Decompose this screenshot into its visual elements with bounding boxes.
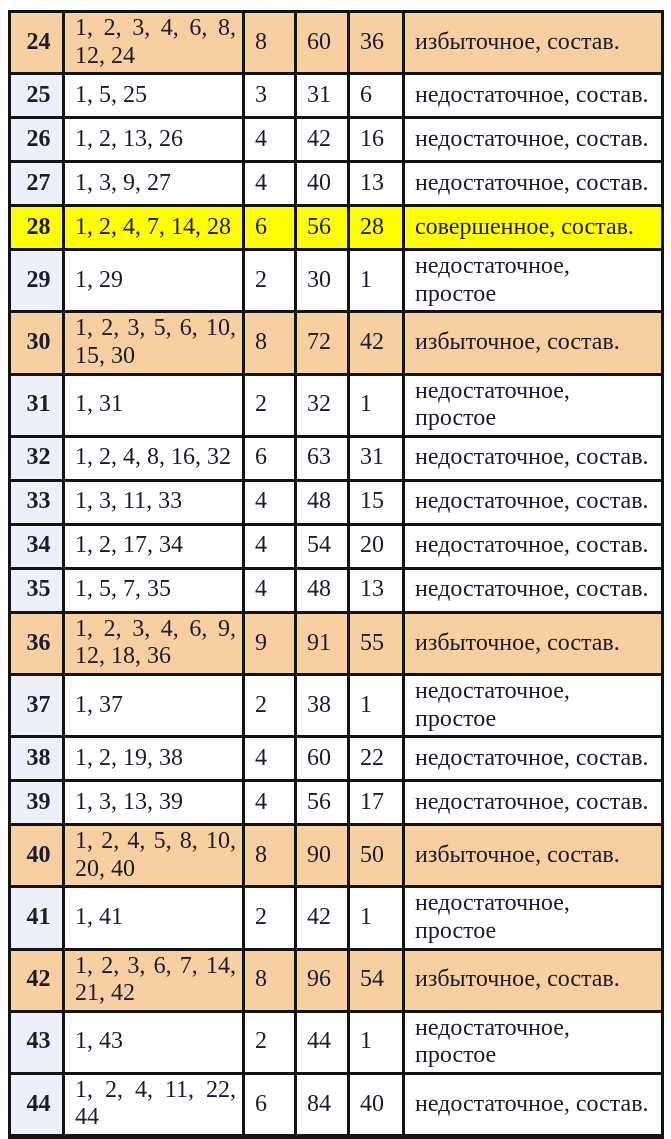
table-row-31 (10, 374, 663, 436)
proper-divisor-sum-cell: 13 (349, 162, 404, 206)
divisor-sum-cell: 44 (296, 1011, 349, 1073)
number-cell: 41 (10, 887, 64, 949)
classification-cell: избыточное, состав. (404, 312, 663, 374)
classification-cell: недостаточное, простое (404, 887, 663, 949)
table-row-44 (10, 1073, 663, 1136)
divisor-count-cell: 2 (244, 250, 296, 312)
divisors-cell: 1, 2, 4, 8, 16, 32 (64, 436, 244, 480)
divisors-cell: 1, 2, 17, 34 (64, 524, 244, 568)
classification-cell: избыточное, состав. (404, 825, 663, 887)
divisors-cell: 1, 2, 4, 11, 22, 44 (64, 1073, 244, 1136)
classification-cell: избыточное, состав. (404, 12, 663, 74)
table-row-41 (10, 887, 663, 949)
table-row-25 (10, 74, 663, 118)
divisor-count-cell: 6 (244, 1073, 296, 1136)
divisor-count-cell: 4 (244, 118, 296, 162)
number-cell: 32 (10, 436, 64, 480)
divisor-count-cell: 3 (244, 74, 296, 118)
divisors-cell: 1, 3, 9, 27 (64, 162, 244, 206)
classification-cell: недостаточное, простое (404, 1011, 663, 1073)
classification-cell: недостаточное, состав. (404, 524, 663, 568)
divisors-cell: 1, 2, 3, 5, 6, 10, 15, 30 (64, 312, 244, 374)
proper-divisor-sum-cell: 31 (349, 436, 404, 480)
proper-divisor-sum-cell: 1 (349, 374, 404, 436)
proper-divisor-sum-cell: 50 (349, 825, 404, 887)
divisor-sum-cell: 84 (296, 1073, 349, 1136)
proper-divisor-sum-cell: 20 (349, 524, 404, 568)
divisor-sum-cell: 42 (296, 118, 349, 162)
number-cell: 35 (10, 568, 64, 612)
classification-cell: недостаточное, состав. (404, 118, 663, 162)
table-row-26 (10, 118, 663, 162)
divisor-count-cell: 4 (244, 568, 296, 612)
number-cell: 31 (10, 374, 64, 436)
table-row-30 (10, 312, 663, 374)
divisor-count-cell: 8 (244, 312, 296, 374)
number-cell: 39 (10, 781, 64, 825)
table-row-33 (10, 480, 663, 524)
table-row-39 (10, 781, 663, 825)
number-cell: 26 (10, 118, 64, 162)
divisor-sum-cell: 38 (296, 674, 349, 736)
divisor-sum-cell: 31 (296, 74, 349, 118)
classification-cell: недостаточное, состав. (404, 74, 663, 118)
divisor-sum-cell: 56 (296, 206, 349, 250)
proper-divisor-sum-cell: 13 (349, 568, 404, 612)
divisor-sum-cell: 60 (296, 12, 349, 74)
divisors-cell: 1, 43 (64, 1011, 244, 1073)
table-row-24 (10, 12, 663, 74)
number-cell: 36 (10, 612, 64, 674)
proper-divisor-sum-cell: 22 (349, 737, 404, 781)
divisor-count-cell: 8 (244, 949, 296, 1011)
divisor-count-cell: 2 (244, 374, 296, 436)
number-cell: 24 (10, 12, 64, 74)
proper-divisor-sum-cell: 54 (349, 949, 404, 1011)
divisor-count-cell: 4 (244, 480, 296, 524)
classification-cell: избыточное, состав. (404, 612, 663, 674)
divisor-sum-cell: 96 (296, 949, 349, 1011)
proper-divisor-sum-cell: 15 (349, 480, 404, 524)
classification-cell: недостаточное, состав. (404, 568, 663, 612)
divisor-sum-cell: 54 (296, 524, 349, 568)
table-row-40 (10, 825, 663, 887)
divisor-count-cell: 4 (244, 162, 296, 206)
divisor-count-cell: 2 (244, 674, 296, 736)
divisors-cell: 1, 3, 13, 39 (64, 781, 244, 825)
classification-cell: недостаточное, состав. (404, 781, 663, 825)
divisor-sum-cell: 48 (296, 480, 349, 524)
divisor-sum-cell: 40 (296, 162, 349, 206)
proper-divisor-sum-cell: 1 (349, 250, 404, 312)
number-cell: 37 (10, 674, 64, 736)
number-cell: 40 (10, 825, 64, 887)
divisor-sum-cell: 90 (296, 825, 349, 887)
divisor-count-cell: 4 (244, 737, 296, 781)
divisors-cell: 1, 3, 11, 33 (64, 480, 244, 524)
classification-cell: избыточное, состав. (404, 949, 663, 1011)
classification-cell: совершенное, состав. (404, 206, 663, 250)
proper-divisor-sum-cell: 17 (349, 781, 404, 825)
number-cell: 34 (10, 524, 64, 568)
divisor-count-cell: 8 (244, 12, 296, 74)
divisor-count-cell: 4 (244, 781, 296, 825)
divisor-sum-cell: 48 (296, 568, 349, 612)
divisor-count-cell: 8 (244, 825, 296, 887)
table-row-27 (10, 162, 663, 206)
table-row-37 (10, 674, 663, 736)
divisors-cell: 1, 41 (64, 887, 244, 949)
divisor-count-cell: 4 (244, 524, 296, 568)
classification-cell: недостаточное, простое (404, 374, 663, 436)
divisor-count-cell: 2 (244, 887, 296, 949)
number-cell: 27 (10, 162, 64, 206)
divisors-cell: 1, 37 (64, 674, 244, 736)
table-row-35 (10, 568, 663, 612)
table-row-36 (10, 612, 663, 674)
number-cell: 44 (10, 1073, 64, 1136)
proper-divisor-sum-cell: 1 (349, 674, 404, 736)
divisors-cell: 1, 2, 13, 26 (64, 118, 244, 162)
table-row-34 (10, 524, 663, 568)
divisors-cell: 1, 2, 3, 4, 6, 8, 12, 24 (64, 12, 244, 74)
divisor-sum-cell: 32 (296, 374, 349, 436)
number-cell: 33 (10, 480, 64, 524)
table-row-29 (10, 250, 663, 312)
number-cell: 28 (10, 206, 64, 250)
number-cell: 38 (10, 737, 64, 781)
divisor-count-cell: 6 (244, 206, 296, 250)
number-cell: 42 (10, 949, 64, 1011)
proper-divisor-sum-cell: 42 (349, 312, 404, 374)
divisors-cell: 1, 2, 3, 6, 7, 14, 21, 42 (64, 949, 244, 1011)
divisors-cell: 1, 2, 3, 4, 6, 9, 12, 18, 36 (64, 612, 244, 674)
divisors-cell: 1, 31 (64, 374, 244, 436)
proper-divisor-sum-cell: 6 (349, 74, 404, 118)
divisor-sum-cell: 91 (296, 612, 349, 674)
divisors-cell: 1, 2, 19, 38 (64, 737, 244, 781)
divisor-count-cell: 9 (244, 612, 296, 674)
proper-divisor-sum-cell: 55 (349, 612, 404, 674)
classification-cell: недостаточное, состав. (404, 480, 663, 524)
table-row-42 (10, 949, 663, 1011)
number-cell: 25 (10, 74, 64, 118)
divisors-cell: 1, 29 (64, 250, 244, 312)
number-cell: 30 (10, 312, 64, 374)
proper-divisor-sum-cell: 1 (349, 887, 404, 949)
divisors-cell: 1, 2, 4, 5, 8, 10, 20, 40 (64, 825, 244, 887)
table-row-38 (10, 737, 663, 781)
proper-divisor-sum-cell: 36 (349, 12, 404, 74)
divisor-count-cell: 6 (244, 436, 296, 480)
divisor-sum-cell: 63 (296, 436, 349, 480)
divisor-sum-cell: 72 (296, 312, 349, 374)
divisors-cell: 1, 2, 4, 7, 14, 28 (64, 206, 244, 250)
divisors-cell: 1, 5, 25 (64, 74, 244, 118)
divisor-count-cell: 2 (244, 1011, 296, 1073)
divisor-sum-cell: 60 (296, 737, 349, 781)
proper-divisor-sum-cell: 28 (349, 206, 404, 250)
divisors-cell: 1, 5, 7, 35 (64, 568, 244, 612)
divisor-sum-cell: 30 (296, 250, 349, 312)
table-row-28 (10, 206, 663, 250)
divisor-sum-cell: 42 (296, 887, 349, 949)
classification-cell: недостаточное, простое (404, 674, 663, 736)
classification-cell: недостаточное, состав. (404, 436, 663, 480)
classification-cell: недостаточное, состав. (404, 1073, 663, 1136)
classification-cell: недостаточное, состав. (404, 737, 663, 781)
table-row-43 (10, 1011, 663, 1073)
proper-divisor-sum-cell: 40 (349, 1073, 404, 1136)
proper-divisor-sum-cell: 1 (349, 1011, 404, 1073)
divisors-table (8, 10, 664, 1139)
proper-divisor-sum-cell: 16 (349, 118, 404, 162)
classification-cell: недостаточное, состав. (404, 162, 663, 206)
number-cell: 43 (10, 1011, 64, 1073)
table-row-32 (10, 436, 663, 480)
divisor-sum-cell: 56 (296, 781, 349, 825)
number-cell: 29 (10, 250, 64, 312)
classification-cell: недостаточное, простое (404, 250, 663, 312)
